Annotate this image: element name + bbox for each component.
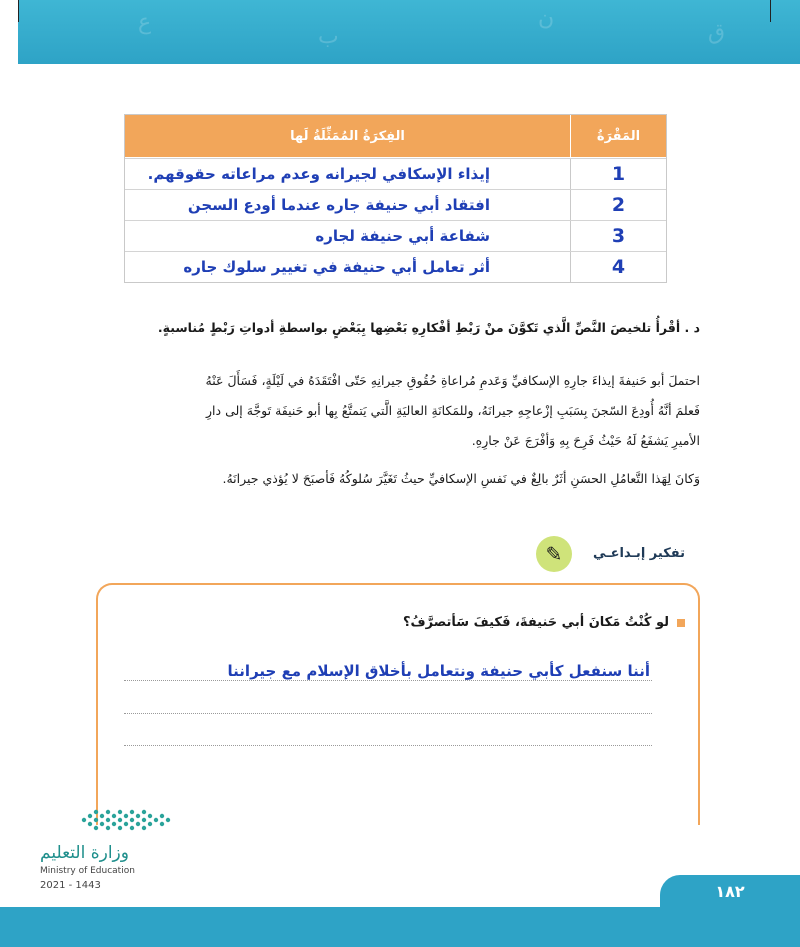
instruction-text: د . أقْرأُ تلخيصَ النَّصِّ الَّذي تَكوَّنَ منْ رَبْطِ أفْكارِهِ بَعْضِها بِبَعْضٍ بواسطةِ أدواتِ رَبْطٍ مُناسبةٍ.: [157, 320, 700, 335]
answer-line: [124, 713, 652, 714]
bottom-decorative-band: [0, 907, 800, 947]
decorative-glyph: ن: [538, 6, 555, 31]
top-decorative-band: [18, 0, 800, 64]
row-number: 1: [570, 159, 666, 189]
creative-thinking-title: تفكير إبـداعـي: [593, 546, 685, 561]
summary-line: وَكانَ لِهَذا التَّعامُلِ الحسَنِ أثَرٌ بالِغٌ في نَفسِ الإسكافيِّ حيثُ تَغَيَّرَ سُلوكُهُ فَأصبَحَ لا يُؤذي جيرانَهُ.: [222, 471, 700, 486]
row-idea: شفاعة أبي حنيفة لجاره: [315, 227, 490, 245]
edition-year: 2021 - 1443: [40, 880, 101, 891]
table-row: [125, 251, 666, 282]
table-row: [125, 158, 666, 189]
answer-text[interactable]: أننا سنفعل كأبي حنيفة ونتعامل بأخلاق الإسلام مع جيراننا: [227, 662, 650, 680]
summary-line: فَعلمَ أنَّهُ أُودِعَ السّجنَ بِسَبَبِ إزْعاجِهِ جيرانَهُ، وللمَكانَةِ العاليَةِ الَّتي يَتمتَّعُ بِها أبو حَنيفَة تَوجَّهَ إلى دارِ: [206, 403, 700, 418]
decorative-glyph: ع: [138, 10, 152, 35]
header-idea: الفِكرَةُ المُمَثِّلَةُ لَها: [290, 128, 405, 144]
decorative-glyph: ق: [708, 20, 726, 45]
table-row: [125, 220, 666, 251]
table-row: [125, 189, 666, 220]
crop-mark: [18, 0, 19, 22]
row-idea: إيذاء الإسكافي لجيرانه وعدم مراعاته حقوقهم.: [147, 165, 490, 183]
ministry-name-english: Ministry of Education: [40, 866, 135, 876]
paragraph-ideas-table: [124, 114, 667, 283]
ministry-name-arabic: وزارة التعليم: [40, 843, 129, 863]
question-text: لو كُنْتُ مَكانَ أبي حَنيفةَ، فَكيفَ سَأتصرَّفُ؟: [403, 615, 669, 630]
row-number: 4: [570, 252, 666, 282]
row-idea: أثر تعامل أبي حنيفة في تغيير سلوك جاره: [183, 258, 490, 276]
answer-line: [124, 680, 652, 681]
answer-line: [124, 745, 652, 746]
table-header: [125, 115, 666, 158]
crop-mark: [770, 0, 771, 22]
page-number: ١٨٢: [660, 875, 800, 907]
header-paragraph: المَقْرَةُ: [570, 115, 666, 157]
summary-line: احتملَ أبو حَنيفةَ إيذاءَ جارِهِ الإسكافيِّ وَعَدمِ مُراعاةِ حُقُوقِ جيرانِهِ حَتّى افْتَقَدَهُ في لَيْلَةٍ، فَسَأَلَ عَنْهُ: [205, 373, 700, 388]
bullet-icon: [677, 619, 685, 627]
lightbulb-pencil-icon: ✎: [536, 536, 572, 572]
creative-question: [403, 615, 685, 630]
row-number: 2: [570, 190, 666, 220]
decorative-glyph: ب: [318, 24, 339, 49]
row-number: 3: [570, 221, 666, 251]
ministry-logo-icon: [80, 808, 180, 832]
row-idea: افتقاد أبي حنيفة جاره عندما أودع السجن: [187, 196, 490, 214]
summary-line: الأميرِ يَشفَعُ لَهُ حَيْثُ فَرِحَ بِهِ وَأفْرَجَ عَنْ جارِهِ.: [471, 433, 700, 448]
